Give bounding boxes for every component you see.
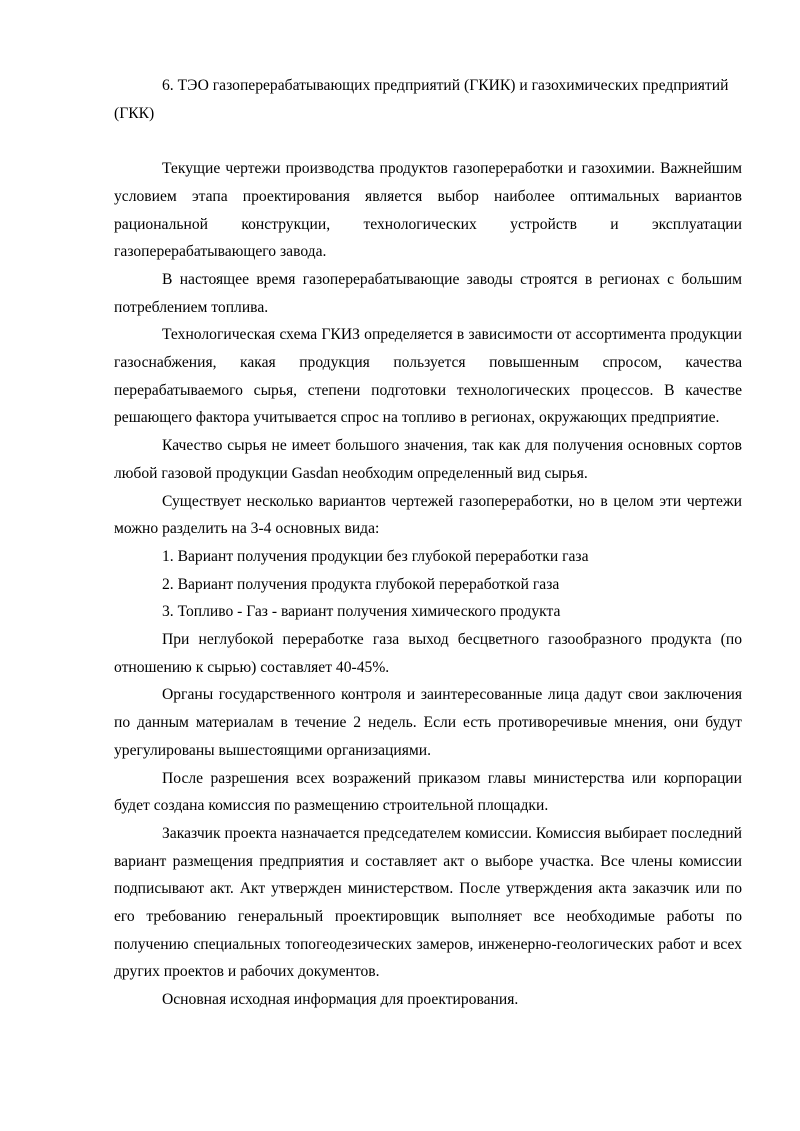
paragraph: Органы государственного контроля и заинтересованные лица дадут свои заключения по данным материалам в течение 2 недель. Если есть противоречивые мнения, они будут урегулированы вышестоящими организациями. — [114, 686, 742, 759]
list-item: 2. Вариант получения продукта глубокой переработкой газа — [162, 575, 560, 593]
list-item: 1. Вариант получения продукции без глубокой переработки газа — [162, 547, 589, 565]
paragraph: Технологическая схема ГКИЗ определяется в зависимости от ассортимента продукции газоснабжения, какая продукция пользуется повышенным спросом, качества перерабатываемого сырья, степени подготовки технологических процессов. В качестве решающего фактора учитывается спрос на топливо в регионах, окружающих предприятие. — [114, 326, 742, 427]
paragraph: После разрешения всех возражений приказом главы министерства или корпорации будет создана комиссия по размещению строительной площадки. — [114, 769, 742, 815]
paragraph: Текущие чертежи производства продуктов газопереработки и газохимии. Важнейшим условием этапа проектирования является выбор наиболее оптимальных вариантов рациональной конструкции, технологических устройств и эксплуатации газоперерабатывающего завода. — [114, 160, 742, 261]
section-heading: 6. ТЭО газоперерабатывающих предприятий (ГКИК) и газохимических предприятий (ГКК) — [114, 77, 729, 122]
paragraph: Существует несколько вариантов чертежей газопереработки, но в целом эти чертежи можно разделить на 3-4 основных вида: — [114, 492, 742, 538]
document-body — [114, 72, 742, 1014]
paragraph: При неглубокой переработке газа выход бесцветного газообразного продукта (по отношению к сырью) составляет 40-45%. — [114, 631, 742, 676]
list-item: 3. Топливо - Газ - вариант получения химического продукта — [162, 603, 561, 621]
paragraph: Качество сырья не имеет большого значения, так как для получения основных сортов любой газовой продукции Gasdan необходим определенный вид сырья. — [114, 437, 742, 482]
paragraph: В настоящее время газоперерабатывающие заводы строятся в регионах с большим потреблением топлива. — [114, 270, 742, 316]
paragraph: Заказчик проекта назначается председателем комиссии. Комиссия выбирает последний вариант размещения предприятия и составляет акт о выборе участка. Все члены комиссии подписывают акт. Акт утвержден министерством. После утверждения акта заказчик или по его требованию генеральный проектировщик выполняет все необходимые работы по получению специальных топогеодезических замеров, инженерно-геологических работ и всех других проектов и рабочих документов. — [114, 824, 742, 981]
paragraph: Основная исходная информация для проектирования. — [162, 991, 519, 1009]
